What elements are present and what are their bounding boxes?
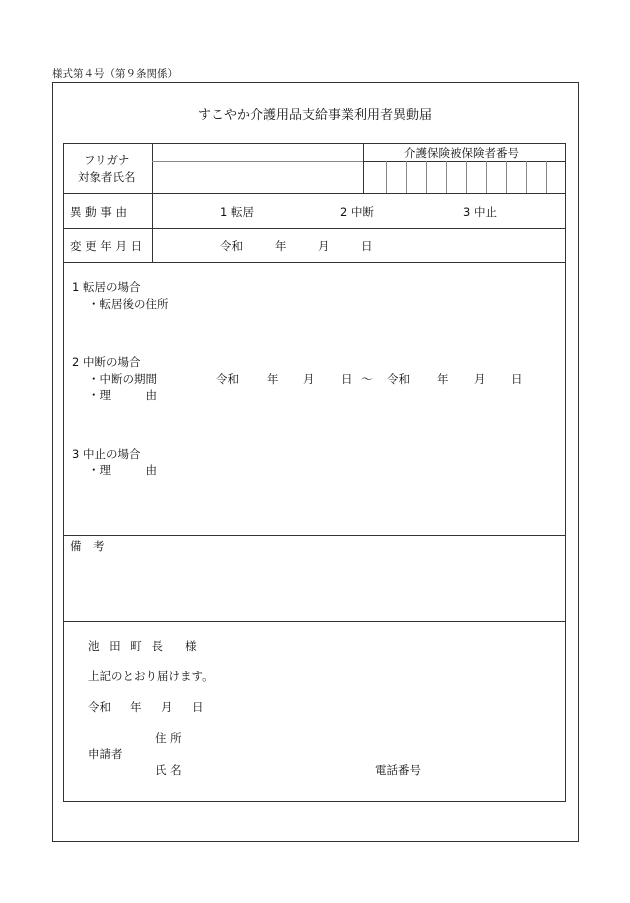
label-column-divider xyxy=(152,193,153,262)
suspend-period-tilde: ～ xyxy=(361,372,373,386)
furigana-input[interactable] xyxy=(153,144,362,160)
change-date-month: 月 xyxy=(318,239,330,253)
suspend-month-1: 月 xyxy=(303,372,315,386)
remarks-label: 備 考 xyxy=(70,539,105,553)
row-line-2 xyxy=(63,228,566,229)
submission-date-year: 年 xyxy=(130,700,142,714)
remarks-field[interactable] xyxy=(64,554,565,620)
insurance-no-divider xyxy=(363,143,364,193)
digit-box-divider xyxy=(546,161,547,193)
insurance-no-digit-box[interactable] xyxy=(446,161,466,191)
insurance-no-digit-box[interactable] xyxy=(406,161,426,191)
suspend-month-2: 月 xyxy=(474,372,486,386)
change-reason-option-suspend[interactable]: 2 中断 xyxy=(340,205,374,219)
name-label: 対象者氏名 xyxy=(78,170,136,184)
applicant-name-label: 氏 名 xyxy=(155,763,182,777)
digit-box-divider xyxy=(426,161,427,193)
form-title: すこやか介護用品支給事業利用者異動届 xyxy=(197,108,432,123)
digit-box-divider xyxy=(406,161,407,193)
insurance-no-digit-box[interactable] xyxy=(366,161,386,191)
suspend-period-label: ・中断の期間 xyxy=(88,372,157,386)
applicant-label: 申請者 xyxy=(88,747,123,761)
digit-box-divider xyxy=(446,161,447,193)
form-reference: 様式第４号（第９条関係） xyxy=(52,68,178,80)
change-date-label: 変 更 年 月 日 xyxy=(70,239,143,253)
name-input[interactable] xyxy=(153,162,362,192)
insurance-no-label: 介護保険被保険者番号 xyxy=(404,146,519,160)
suspend-reason-label: ・理 由 xyxy=(88,388,157,402)
applicant-phone-label: 電話番号 xyxy=(375,763,421,777)
insurance-no-digit-box[interactable] xyxy=(486,161,506,191)
insurance-no-digit-box[interactable] xyxy=(546,161,566,191)
insurance-no-digit-box[interactable] xyxy=(426,161,446,191)
stop-reason-label: ・理 由 xyxy=(88,463,157,477)
suspend-era-1: 令和 xyxy=(216,372,239,386)
remarks-top-line xyxy=(63,535,566,536)
suspend-heading: 2 中断の場合 xyxy=(72,355,141,369)
row-line-3 xyxy=(63,262,566,263)
submission-date-month: 月 xyxy=(161,700,173,714)
remarks-bottom-line xyxy=(63,621,566,622)
suspend-year-1: 年 xyxy=(267,372,279,386)
addressee-honorific: 様 xyxy=(185,639,197,653)
stop-heading: 3 中止の場合 xyxy=(72,447,141,461)
digit-box-divider xyxy=(506,161,507,193)
submission-date-era: 令和 xyxy=(88,700,111,714)
addressee: 池 田 町 長 xyxy=(88,639,166,653)
move-heading: 1 転居の場合 xyxy=(72,280,141,294)
change-reason-label: 異 動 事 由 xyxy=(70,205,127,219)
change-date-year: 年 xyxy=(275,239,287,253)
digit-box-divider xyxy=(486,161,487,193)
submission-date-day: 日 xyxy=(192,700,204,714)
row-line-1 xyxy=(63,193,566,194)
submission-statement: 上記のとおり届けます。 xyxy=(88,669,214,683)
suspend-day-1: 日 xyxy=(341,372,353,386)
digit-box-divider xyxy=(466,161,467,193)
move-address-label: ・転居後の住所 xyxy=(88,297,169,311)
change-date-era: 令和 xyxy=(220,239,243,253)
insurance-no-digit-box[interactable] xyxy=(386,161,406,191)
insurance-no-digit-box[interactable] xyxy=(506,161,526,191)
digit-box-divider xyxy=(386,161,387,193)
digit-box-divider xyxy=(526,161,527,193)
insurance-no-digit-box[interactable] xyxy=(466,161,486,191)
furigana-label: フリガナ xyxy=(84,153,130,167)
suspend-day-2: 日 xyxy=(511,372,523,386)
change-reason-option-move[interactable]: 1 転居 xyxy=(220,205,254,219)
suspend-year-2: 年 xyxy=(437,372,449,386)
change-reason-option-stop[interactable]: 3 中止 xyxy=(463,205,497,219)
change-date-day: 日 xyxy=(361,239,373,253)
applicant-address-label: 住 所 xyxy=(155,731,182,745)
suspend-era-2: 令和 xyxy=(387,372,410,386)
insurance-no-digit-box[interactable] xyxy=(526,161,546,191)
